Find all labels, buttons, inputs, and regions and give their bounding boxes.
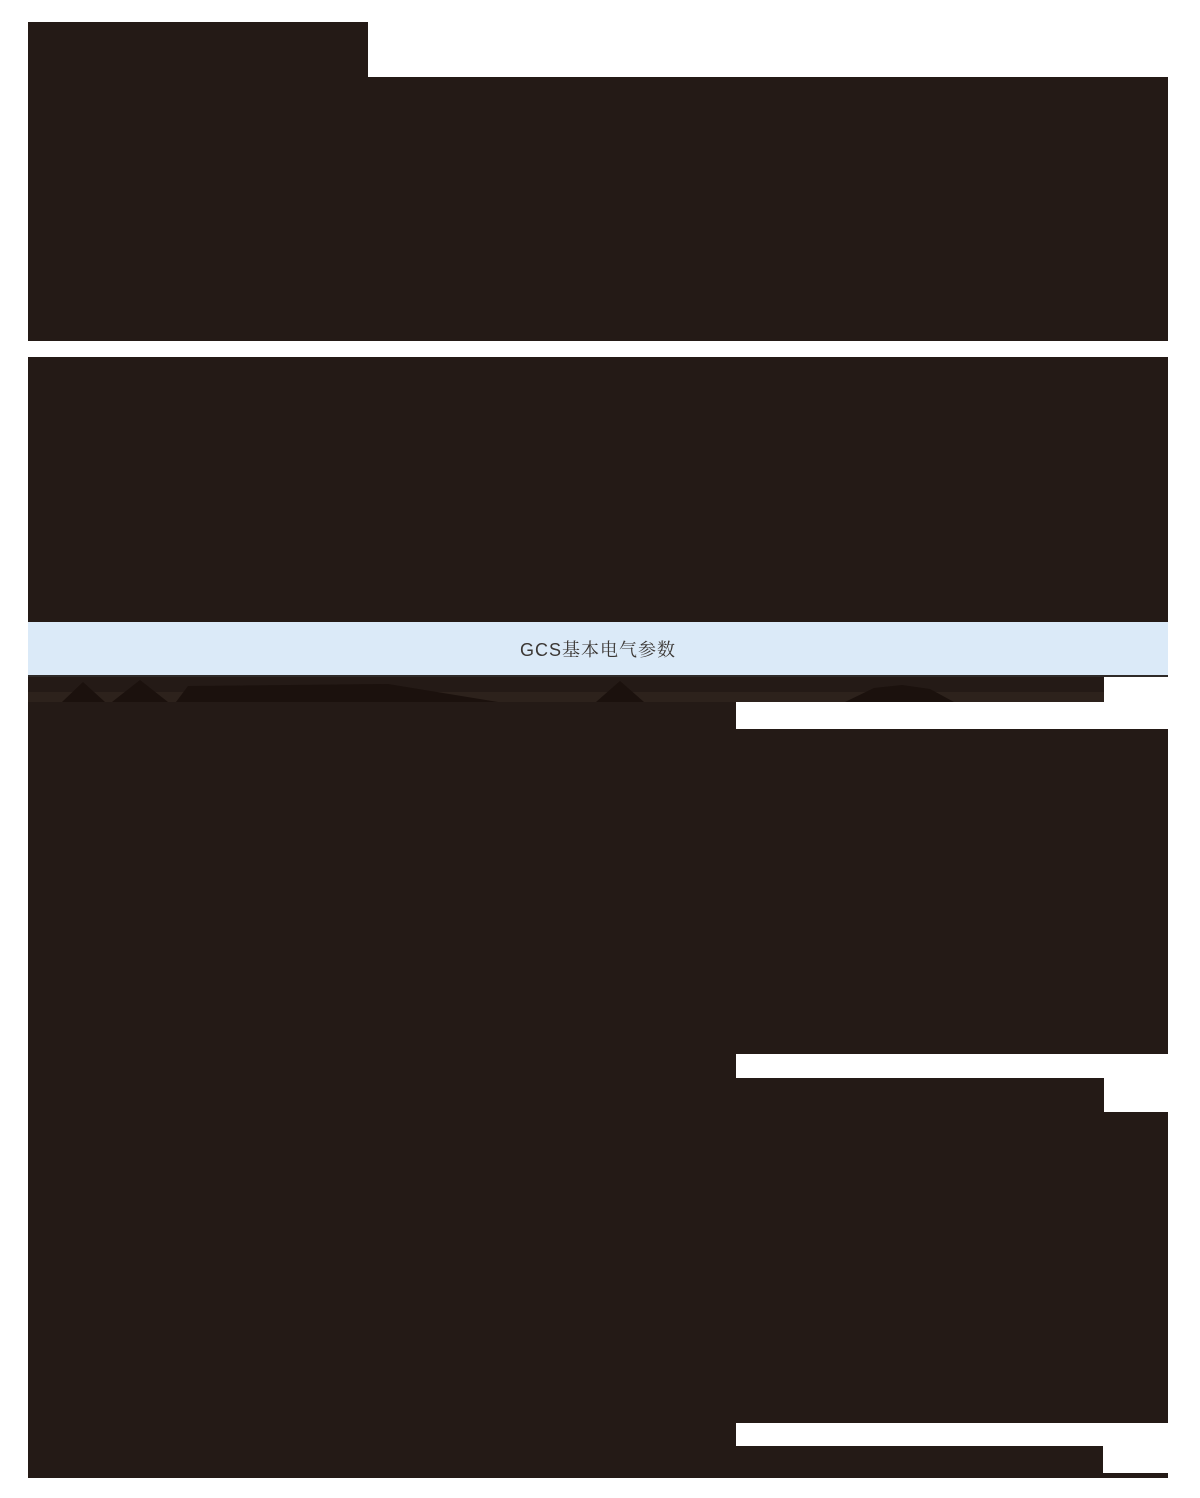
top-image-main-block [28,77,1168,341]
right-column-image-block-2 [736,1078,1104,1112]
bottom-band-image-block [736,1446,1103,1478]
photo-strip-block [28,677,1104,702]
left-column-image-block [28,702,736,1478]
section-banner-title: GCS基本电气参数 [519,639,676,660]
right-column-image-block-3 [736,1112,1168,1423]
top-image-tab-block [28,22,368,77]
section-banner [28,622,1168,677]
bottom-sliver-image-block [1103,1473,1168,1478]
second-image-block [28,357,1168,622]
right-column-image-block-1 [736,729,1168,1054]
